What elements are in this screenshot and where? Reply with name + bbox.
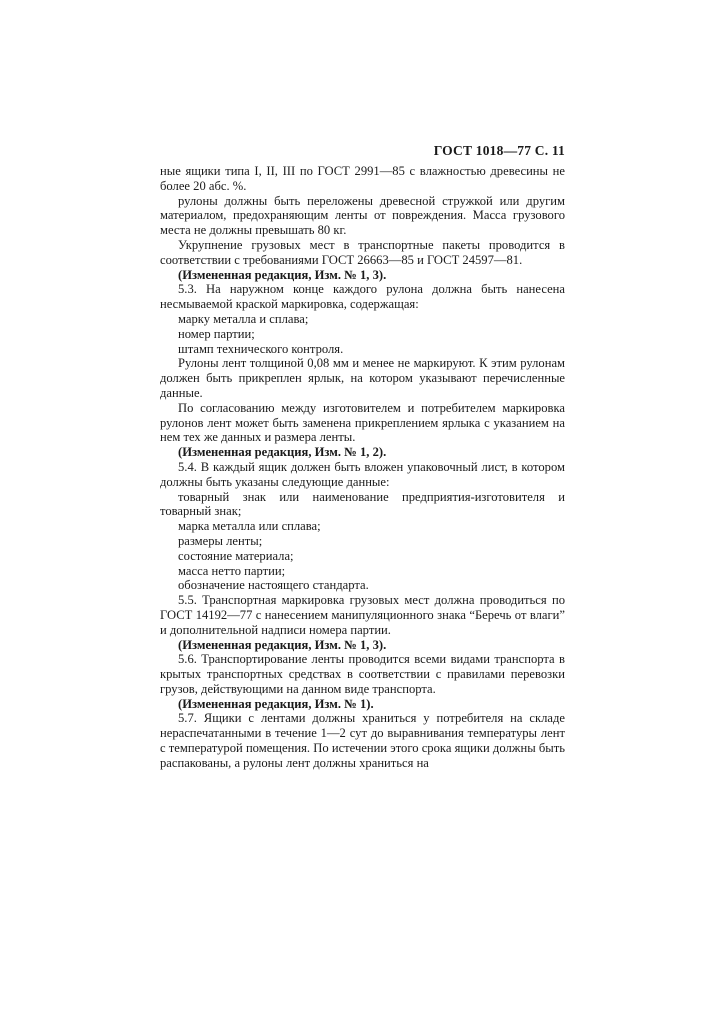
list-item: марка металла или сплава; xyxy=(178,519,321,534)
list-item: штамп технического контроля. xyxy=(178,341,344,356)
list-item: марку металла и сплава; xyxy=(178,311,309,326)
page-header: ГОСТ 1018—77 С. 11 xyxy=(433,143,565,158)
paragraph: Укрупнение грузовых мест в транспортные пакеты проводится в соответствии с требованиями ГОСТ 26663—85 и ГОСТ 24597—81. xyxy=(160,237,565,267)
list-item: размеры ленты; xyxy=(178,533,263,548)
revision-note: (Измененная редакция, Изм. № 1, 2). xyxy=(178,445,387,460)
paragraph: По согласованию между изготовителем и потребителем маркировка рулонов лент может быть заменена прикреплением ярлыка с указанием на нем тех же данных и размера ленты. xyxy=(160,400,565,445)
paragraph: Рулоны лент толщиной 0,08 мм и менее не маркируют. К этим рулонам должен быть прикреплен ярлык, на котором указывают перечисленные данные. xyxy=(160,356,565,400)
revision-note: (Измененная редакция, Изм. № 1, 3). xyxy=(178,637,387,652)
list-item: состояние материала; xyxy=(178,548,294,563)
list-item: масса нетто партии; xyxy=(178,563,286,578)
document-body xyxy=(160,164,565,771)
section-5-7: 5.7. Ящики с лентами должны храниться у потребителя на складе нераспечатанными в течение 1—2 сут до выравнивания температуры лент с температурой помещения. По истечении этого срока ящики должны быть распакованы, а рулоны лент должны храниться на xyxy=(160,711,565,770)
list-item: номер партии; xyxy=(178,326,255,341)
list-item: обозначение настоящего стандарта. xyxy=(178,578,369,593)
section-5-4: 5.4. В каждый ящик должен быть вложен упаковочный лист, в котором должны быть указаны следующие данные: xyxy=(160,459,565,489)
paragraph: рулоны должны быть переложены древесной стружкой или другим материалом, предохраняющим ленты от повреждения. Масса грузового места не должны превышать 80 кг. xyxy=(160,193,565,238)
revision-note: (Измененная редакция, Изм. № 1, 3). xyxy=(178,267,387,282)
revision-note: (Измененная редакция, Изм. № 1). xyxy=(178,696,374,711)
section-5-3: 5.3. На наружном конце каждого рулона должна быть нанесена несмываемой краской маркировка, содержащая: xyxy=(160,282,565,312)
paragraph: ные ящики типа I, II, III по ГОСТ 2991—85 с влажностью древесины не более 20 абс. %. xyxy=(160,164,565,193)
section-5-5: 5.5. Транспортная маркировка грузовых мест должна проводиться по ГОСТ 14192—77 с нанесением манипуляционного знака “Беречь от влаги” и дополнительной надписи номера партии. xyxy=(160,593,565,637)
list-item: товарный знак или наименование предприятия-изготовителя и товарный знак; xyxy=(160,489,565,519)
section-5-6: 5.6. Транспортирование ленты проводится всеми видами транспорта в крытых транспортных средствах в соответствии с правилами перевозки грузов, действующими на данном виде транспорта. xyxy=(160,652,565,696)
